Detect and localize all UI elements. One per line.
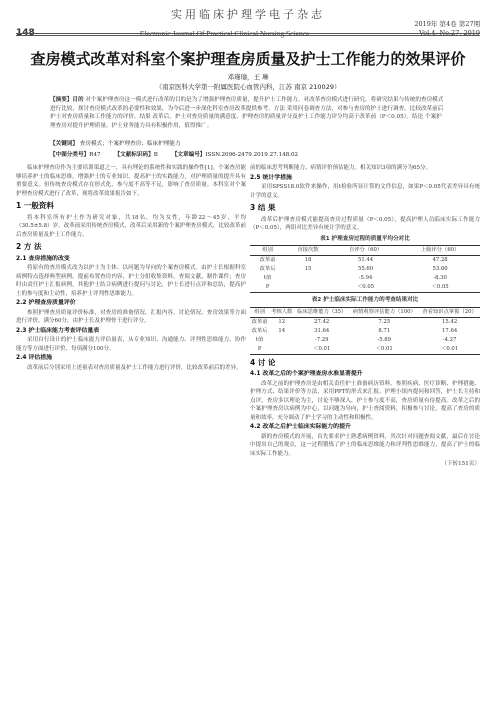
section-heading: 2 方 法 — [16, 242, 42, 251]
table-cell: t值 — [263, 275, 272, 281]
right-column — [250, 164, 480, 469]
table-cell: ＜0.01 — [313, 345, 331, 352]
table-cell: 7.25 — [378, 318, 391, 325]
paragraph: 采用自行设计的护士临床能力评估量表，从专业知识、沟通能力、评判性思维能力、协作能力等方面进行评价，每项满分100分。 — [16, 337, 246, 352]
classification-line — [50, 150, 446, 158]
table-header-cell: 自评分（60） — [348, 247, 383, 253]
subsection-heading: 2.2 护理查房质量评价 — [16, 300, 76, 306]
abstract-label: 【摘要】目的 — [50, 97, 84, 103]
left-column — [16, 164, 246, 372]
table-header-cell: 临床思维能力（35） — [297, 308, 347, 315]
table-row — [250, 317, 480, 327]
table-cell: P — [257, 345, 262, 352]
table-2 — [250, 307, 480, 355]
table-cell: 14 — [278, 327, 286, 334]
section-heading: 3 结 果 — [250, 203, 276, 212]
table-header-cell: 考核人数 — [271, 308, 293, 315]
paragraph: 改革前后分别采用上述量表对查房质量及护士工作能力进行评价，比较改革前后的差异。 — [27, 364, 242, 371]
article-authors: 邓瑾瑜，王 琳 — [227, 73, 269, 81]
table-cell: 改革前 — [259, 257, 276, 263]
table-header-cell: 组别 — [254, 308, 265, 315]
table-cell: 31.64 — [314, 327, 330, 334]
table-1-caption: 表1 护理查房过程的质量平均分对比 — [320, 235, 410, 242]
paragraph: 参照护理查房质量评价标准，对查房的准备情况、汇报内容、讨论情况、查房效果等方面进行评价，满分60分，由护士长及护理骨干进行评分。 — [16, 309, 246, 324]
table-cell: 17.64 — [442, 327, 458, 334]
keywords — [50, 140, 446, 148]
table-1 — [250, 245, 480, 293]
subsection-heading: 4.1 改革之后的个案护理查房水准显著提升 — [250, 371, 363, 377]
table-cell: ＜0.01 — [441, 345, 459, 352]
table-cell — [285, 274, 331, 283]
article-number: 【文章编号】ISSN.2096-2479.2019.27.148.02 — [171, 152, 299, 158]
keywords-text: 查房模式；个案护理查房；临床护理能力 — [79, 141, 181, 147]
table-cell: ＜0.01 — [375, 345, 393, 352]
subsection-heading: 2.1 查房措施的改变 — [16, 255, 70, 262]
continued-note: （下转151页） — [441, 461, 480, 467]
table-row — [250, 327, 480, 336]
subsection-heading: 2.5 统计学措施 — [250, 174, 292, 181]
table-cell: -5.89 — [377, 336, 392, 343]
table-cell: 18 — [304, 257, 312, 263]
table-cell: 改革前 — [251, 318, 268, 325]
table-cell — [285, 283, 331, 293]
table-cell: 15 — [304, 266, 312, 272]
table-cell: t值 — [255, 336, 264, 343]
article-title: 查房模式改革对科室个案护理查房质量及护士工作能力的效果评价 — [30, 50, 466, 68]
abstract-text: 对个案护理查房这一模式进行改革的目的是为了增强护理查房质量，提升护士工作能力。对改革查房模式进行研究，将研究结果与传统的查房模式进行比较，探讨查房模式改革的必要性和效果，为今后进一步深化科室查房改革提供参考。方法 采用问卷调查方法，对参与查房的护士进行调查，比较改革前后护士对查房质量和工作能力的评价。结果 改革后，护士对查房质量的满意度、护理查房的质量评分及护士工作能力评分均高于改革前（P＜0.05）。结论 个案护理查房对提升护理质量、护士业务能力具有积极作用，值得推广。 — [50, 97, 444, 129]
table-cell: 27.42 — [314, 318, 330, 325]
table-row — [250, 274, 480, 283]
table-cell: 15.42 — [442, 318, 458, 325]
article-affiliation: （南京医科大学第一附属医院心血管内科，江苏 南京 210029） — [155, 83, 341, 91]
table-cell: 51.44 — [357, 257, 374, 263]
table-cell: P — [265, 284, 270, 290]
intro-paragraph: 临床护理查房作为主要培训渠道之一，具有理论的系统性和实践的操作性[1]。个案查房能够培养护士的临床思维，增强护士的专业知识，提高护士的实践能力，对护理质量的提升具有重要意义。但传统查房模式存在形式化、参与度不高等不足，影响了查房质量。本科室对个案护理查房模式进行了改革，现将改革效果报告如下。 — [16, 165, 246, 197]
table-cell: -4.27 — [442, 336, 457, 343]
table-cell: ＜0.05 — [431, 284, 449, 290]
table-cell: 12 — [278, 318, 286, 325]
paragraph: 新的查房模式的开展，首先要求护士熟悉病例资料，其次针对问题查阅文献，最后在讨论中提出自己的观点，这一过程锻炼了护士的临床思维能力和评判性思维能力，提高了护士的临床实际工作能力。 — [250, 433, 480, 457]
table-row — [250, 283, 480, 293]
table-cell — [269, 345, 294, 355]
table-cell: -7.29 — [314, 336, 329, 343]
subsection-heading: 2.3 护士临床能力考查评估量表 — [16, 327, 100, 334]
table-cell: 53.60 — [432, 266, 448, 272]
issue-date: 2019年 第4卷 第27期 — [414, 20, 480, 28]
table-cell: 改革后 — [259, 266, 276, 272]
paragraph: 改革之前的护理查房是由相关责任护士准备病历资料，参照疾病、医疗诊断、护理措施、护理方式、结果评价等方法，采用PPT的形式来汇报，护理小组内提问和回答，护士长主持和点评，查房多以理论为主，讨论不够深入，护士参与度不高，查房质量有待提高。改革之后的个案护理查房以病例为中心，以问题为导向，护士查阅资料，积极参与讨论，提高了查房的质量和效率，充分调动了护士学习的主动性和积极性。 — [250, 380, 480, 421]
table-header-cell: 组别 — [262, 247, 273, 253]
paragraph: 采用SPSS18.0软件来操作，用t检验所显计算的文件信息，如果P＜0.05代表差异具有统计学的意义。 — [250, 184, 480, 199]
paragraph: 前的临床思考判断能力、病情评价预估能力。相关知识3项的满分为65分。 — [250, 165, 432, 171]
section-heading: 1 一般资料 — [16, 201, 54, 210]
clc-number: 【中图分类号】R47 — [50, 152, 101, 158]
journal-title: 实用临床护理学电子杂志 — [171, 8, 325, 21]
paragraph: 改革后护理查房模式能提高查房过程质量（P＜0.05），提高护理人员临床实际工作能力（P＜0.05），两组对比差异有统计学的意义。 — [250, 216, 480, 231]
table-cell: 8.71 — [378, 327, 391, 334]
table-row — [250, 256, 480, 266]
table-cell: 55.60 — [357, 266, 374, 272]
table-header-cell: 查看知识点掌握（20） — [422, 308, 477, 315]
volume-number: Vol.4, No.27, 2019 — [419, 29, 480, 37]
subsection-heading: 4.2 改革之后护士临床实际能力的提升 — [250, 424, 351, 430]
table-header-cell: 病情观察评估能力（100） — [352, 308, 416, 315]
table-row — [250, 265, 480, 274]
keywords-label: 【关键词】 — [50, 141, 78, 147]
table-cell: ＜0.05 — [357, 284, 375, 290]
document-code: 【文献标识码】B — [114, 152, 158, 158]
table-header-cell: 直接次数 — [297, 247, 319, 253]
table-cell — [269, 336, 294, 345]
table-cell: 47.28 — [432, 257, 448, 263]
table-header-cell: 上级评分（60） — [420, 247, 460, 253]
table-cell: 改革后 — [251, 327, 268, 334]
paragraph: 将原有的查房模式改为以护士为主体、以问题为导向的个案查房模式。由护士长根据科室病例特点选择典型病例，提前布置查房内容，护士分组收集资料，查阅文献，制作课件；查房时由责任护士汇报病例，其他护士结合病例进行提问与讨论，护士长进行点评和总结，提高护士的参与度和主动性，培养护士评判性思维能力。 — [16, 265, 246, 297]
table-row — [250, 345, 480, 355]
header-rule-thin — [16, 35, 480, 36]
page-number: 148 — [16, 28, 35, 38]
header-rule — [16, 33, 480, 34]
table-2-caption: 表2 护士临床实际工作能力的考查结果对比 — [311, 297, 419, 303]
paragraph: 将本科室所有护士作为研究对象，共18名，均为女性，年龄22～45岁，平均（30.5±5.8）岁。改革前采用传统查房模式，改革后采用新的个案护理查房模式，比较改革前后查房质量及护士工作能力。 — [16, 214, 246, 238]
journal-english-title: Electronic Journal Of Practical Clinical Nursing Science — [139, 29, 310, 38]
table-cell: -8.30 — [433, 275, 447, 281]
section-heading: 4 讨 论 — [250, 357, 276, 367]
table-row — [250, 336, 480, 345]
table-cell: -5.94 — [358, 275, 373, 281]
subsection-heading: 2.4 评估措施 — [16, 355, 53, 361]
abstract — [50, 96, 446, 130]
